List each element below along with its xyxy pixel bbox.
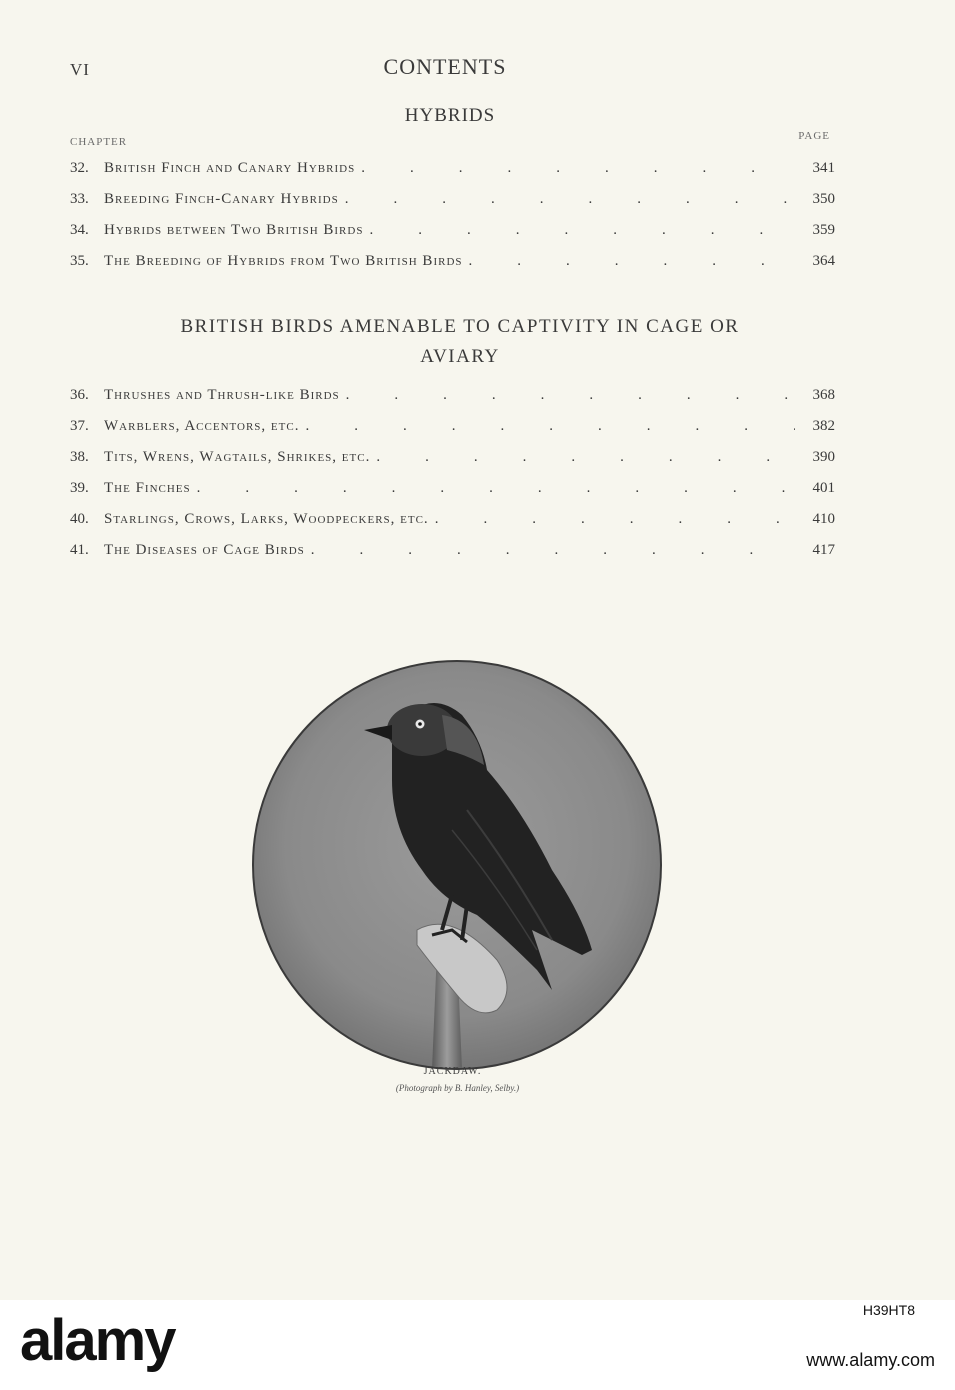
chapter-number: 41.: [70, 542, 89, 558]
chapter-number: 34.: [70, 222, 89, 238]
chapter-page: 350: [812, 191, 835, 207]
chapter-page: 390: [812, 449, 835, 465]
toc-entry: [70, 222, 835, 242]
toc-entry: [70, 449, 835, 469]
toc-entry: [70, 253, 835, 273]
chapter-page: 341: [812, 160, 835, 176]
chapter-title: The Diseases of Cage Birds: [104, 542, 305, 558]
leader-dots: [376, 449, 795, 466]
photo-caption: JACKDAW.: [423, 1066, 482, 1077]
chapter-number: 40.: [70, 511, 89, 527]
page-column-label: PAGE: [798, 130, 830, 142]
chapter-number: 33.: [70, 191, 89, 207]
chapter-number: 39.: [70, 480, 89, 496]
toc-entry: [70, 387, 835, 407]
photo-credit: (Photograph by B. Hanley, Selby.): [395, 1083, 520, 1093]
toc-entry: [70, 480, 835, 500]
chapter-column-label: CHAPTER: [70, 136, 128, 148]
leader-dots: [197, 480, 795, 497]
chapter-title: Warblers, Accentors, etc.: [104, 418, 300, 434]
chapter-title: Tits, Wrens, Wagtails, Shrikes, etc.: [104, 449, 371, 465]
alamy-logo: alamy: [20, 1308, 175, 1373]
section-heading-line: AVIARY: [420, 346, 500, 367]
toc-entry: [70, 160, 835, 180]
chapter-page: 410: [812, 511, 835, 527]
chapter-page: 368: [812, 387, 835, 403]
chapter-title: British Finch and Canary Hybrids: [104, 160, 356, 176]
chapter-title: The Breeding of Hybrids from Two British Birds: [104, 253, 463, 269]
chapter-title: Thrushes and Thrush-like Birds: [104, 387, 340, 403]
chapter-page: 359: [812, 222, 835, 238]
leader-dots: [346, 387, 795, 404]
jackdaw-photo: [252, 660, 662, 1070]
page-number: VI: [70, 60, 90, 79]
leader-dots: [361, 160, 795, 177]
chapter-number: 36.: [70, 387, 89, 403]
stock-url: www.alamy.com: [806, 1350, 935, 1370]
section-heading-british-birds: [100, 312, 820, 372]
chapter-title: The Finches: [104, 480, 191, 496]
chapter-number: 37.: [70, 418, 89, 434]
leader-dots: [435, 511, 795, 528]
chapter-number: 32.: [70, 160, 89, 176]
chapter-title: Breeding Finch-Canary Hybrids: [104, 191, 339, 207]
chapter-page: 401: [812, 480, 835, 496]
toc-entry: [70, 511, 835, 531]
toc-entry: [70, 191, 835, 211]
chapter-number: 35.: [70, 253, 89, 269]
leader-dots: [311, 542, 795, 559]
section-heading-line: BRITISH BIRDS AMENABLE TO CAPTIVITY IN CAGE OR: [180, 316, 740, 337]
leader-dots: [305, 418, 795, 435]
chapter-page: 382: [812, 418, 835, 434]
toc-entry: [70, 542, 835, 562]
chapter-title: Hybrids between Two British Birds: [104, 222, 364, 238]
leader-dots: [369, 222, 795, 239]
chapter-number: 38.: [70, 449, 89, 465]
chapter-page: 364: [812, 253, 835, 269]
chapter-title: Starlings, Crows, Larks, Woodpeckers, etc.: [104, 511, 429, 527]
image-code: H39HT8: [862, 1302, 915, 1318]
page-title: CONTENTS: [383, 54, 507, 79]
chapter-page: 417: [812, 542, 835, 558]
toc-entry: [70, 418, 835, 438]
leader-dots: [469, 253, 796, 270]
section-heading-hybrids: HYBRIDS: [404, 105, 496, 126]
jackdaw-illustration: [252, 660, 662, 1070]
leader-dots: [345, 191, 795, 208]
